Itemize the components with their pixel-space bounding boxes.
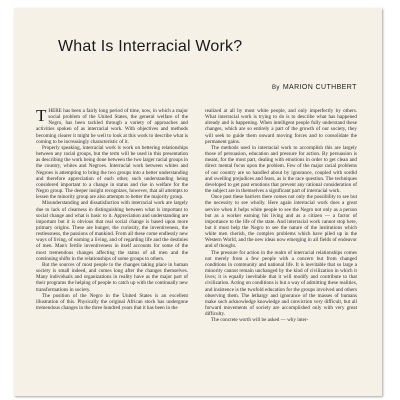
author-name: MARION CUTHBERT <box>282 84 357 91</box>
paragraph-text: HERE has been a fairly long period of time, now, in which a major social problem of the United States, the general welfare of the Negro, has been tackled through a variety of approaches and activities spoken of as interracial work. With objectives and methods becoming clearer it might be well to look at this work to describe what is coming to be increasingly characteristic of it. <box>36 108 188 145</box>
article-column-left <box>36 108 188 394</box>
paragraph: realized at all by most white people, and only imperfectly by others. What interracial work is trying to do is to describe what has happened already and is happening. When intelligent people fully understand these changes, which are so entirely a part of the growth of our society, they will seek to guide them onward moving forces and to consolidate the permanent gains. <box>205 108 357 145</box>
paragraph <box>36 108 188 145</box>
paragraph: Misunderstanding and dissatisfaction with interracial work are largely due to lack of clearness in distinguishing between what is important to social change and what is basic to it. Appreciation and understanding are important but it is obvious that real social change is based upon more primary origins. These are hunger, the curiosity, the inventiveness, the restlessness, the passions of mankind. From all these come endlessly new ways of living, of earning a living, and of regarding life and the destinies of men. Man's fertile inventiveness in itself accounts for some of the most tremendous changes affecting the status of all men and the continuing shifts in the relationships of some groups to others. <box>36 200 188 262</box>
byline <box>272 84 357 91</box>
byline-prefix: By <box>272 85 280 91</box>
paragraph: Properly speaking, interracial work is work on bettering relationships between any racial groups, but the term will be used in this presentation as describing the work being done between the two larger racial groups in the country, whites and Negroes. Interracial work between whites and Negroes is attempting to bring the two groups into a better understanding and therefore appreciation of each other, such understanding being considered important to a change in status and rise in welfare for the Negro group. The deeper insight recognizes, however, that all attempts to lessen the minority group are also attempts to better the majority group. <box>36 144 188 201</box>
article-column-right <box>205 108 357 394</box>
article-title: What Is Interracial Work? <box>58 38 243 55</box>
paragraph: The position of the Negro in the United States is an excellent illustration of this. Physically the original African stock has undergone tremendous changes in the three hundred years that it has been in the <box>36 292 188 311</box>
drop-cap: T <box>36 108 47 125</box>
paragraph: But the sources of most people to the changes taking place in human society is small indeed, and comes long after the changes themselves. Many individuals and organizations in reality have as the major part of their programs the helping of people to catch up with the continually new transformations in society. <box>36 261 188 293</box>
magazine-page <box>14 8 382 396</box>
paragraph: The concrete worth will be asked — why inter- <box>211 317 309 324</box>
paragraph: The methods used in interracial work to accomplish this are largely those of persuasion, education and pressure for action. By persuasion is meant, for the most part, dealing with emotions in order to get clean and direct mental focus upon the problem. Few of the major racial problems of our country are so handled about by ignorance, coupled with sordid and swelling prejudices and fears, as is the race question. The techniques developed to get past emotions that prevent any rational consideration of the subject are in themselves a significant part of interracial work. <box>205 144 357 195</box>
paragraph: The pressure for action in the realm of interracial relationships comes not merely from a few people with a concern but from changed conditions in community and national life. It is inevitable that so large a minority cannot remain unchanged by the kind of civilization in which it lives; it is equally inevitable that it will modify and contribute to that civilization. Acting on conditions is but a way of admitting these realities, and insistence is the twofold education for the groups involved and others observing them. The lethargy and ignorance of the masses of humans make such acknowledge knowledge and conviction very difficult, but all forward movements of society are accomplished only with very great difficulty. <box>205 249 357 318</box>
paragraph: Once past these barriers there comes not only the possibility to see but the necessity to see wholly. Here again interracial work does a great service when it helps white people to see the Negro not only as a person but as a worker earning his living and as a citizen — a factor of importance to the life of the state. And interracial work cannot stop here, but it must help the Negro to see the nature of the institutions which white men cherish, the complex problems which have piled up in the Western World, and the new ideas now emerging in all fields of endeavor and of thought. <box>205 194 357 250</box>
